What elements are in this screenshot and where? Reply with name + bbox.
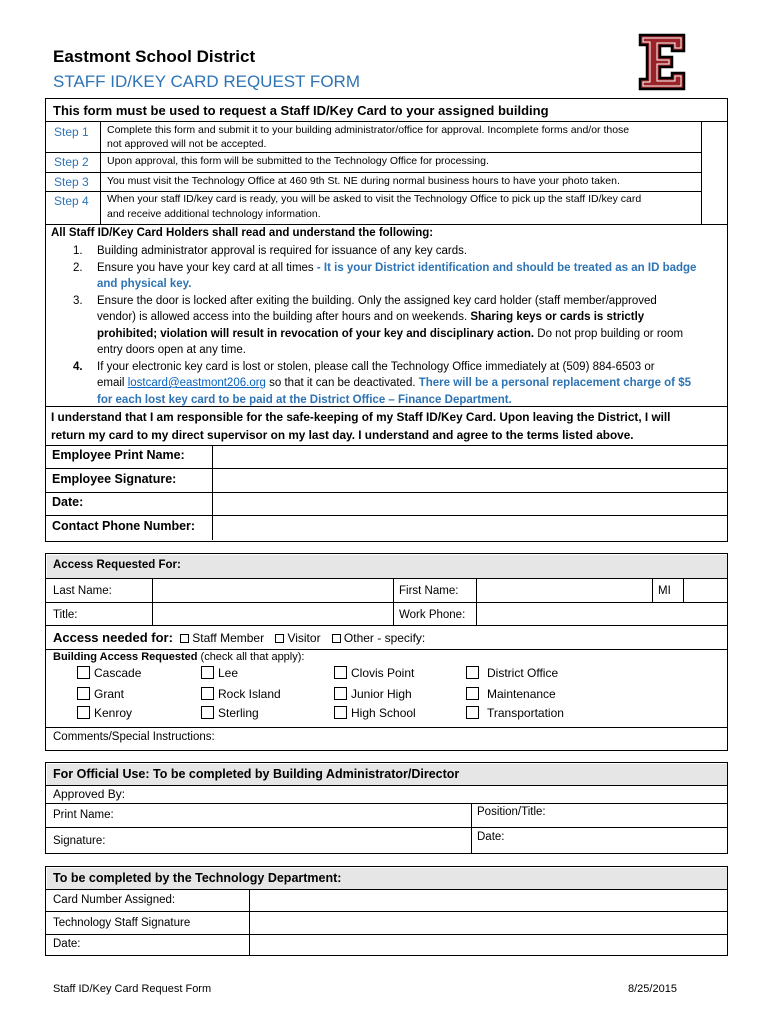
staff-member-checkbox[interactable] (180, 634, 189, 643)
intro-title: This form must be used to request a Staff ID/Key Card to your assigned building (53, 103, 549, 118)
form-title: STAFF ID/KEY CARD REQUEST FORM (53, 72, 360, 91)
tech-dept-header: To be completed by the Technology Department: (53, 871, 342, 885)
last-name-label: Last Name: (53, 585, 112, 597)
building-kenroy[interactable]: Kenroy (77, 706, 132, 720)
position-title-label: Position/Title: (477, 806, 546, 818)
district-office-checkbox[interactable] (466, 666, 479, 679)
building-rock-island[interactable]: Rock Island (201, 687, 281, 701)
sterling-checkbox[interactable] (201, 706, 214, 719)
step-3-text: You must visit the Technology Office at 460 9th St. NE during normal business hours to have your photo taken. (107, 175, 620, 187)
maintenance-checkbox[interactable] (466, 687, 479, 700)
first-name-field[interactable] (478, 580, 650, 601)
tech-date-label: Date: (53, 938, 81, 950)
building-district-office[interactable]: District Office (466, 666, 558, 680)
step-4-label: Step 4 (54, 194, 89, 208)
card-number-label: Card Number Assigned: (53, 894, 176, 906)
building-grant[interactable]: Grant (77, 687, 124, 701)
tech-signature-field[interactable] (252, 913, 725, 933)
step-4-text: When your staff ID/key card is ready, you will be asked to visit the Technology Office to pick up the staff ID/key card and receive additional technology information. (107, 193, 642, 220)
lostcard-email-link[interactable]: lostcard@eastmont206.org (127, 377, 266, 389)
access-needed-row (53, 630, 425, 645)
rules-heading: All Staff ID/Key Card Holders shall read and understand the following: (51, 227, 434, 239)
access-header: Access Requested For: (53, 559, 181, 571)
title-field[interactable] (154, 604, 392, 624)
contact-phone-field[interactable] (214, 517, 724, 538)
kenroy-checkbox[interactable] (77, 706, 90, 719)
mi-label: MI (658, 585, 671, 597)
district-name: Eastmont School District (53, 47, 256, 66)
access-needed-label: Access needed for: (53, 630, 173, 645)
step-3-label: Step 3 (54, 175, 89, 189)
official-date-field[interactable] (520, 829, 725, 851)
card-number-field[interactable] (252, 891, 725, 910)
approved-by-label: Approved By: (53, 787, 126, 801)
other-option[interactable]: Other - specify: (332, 631, 425, 645)
employee-signature-label: Employee Signature: (52, 472, 177, 486)
district-logo (638, 33, 686, 91)
position-title-field[interactable] (560, 805, 725, 825)
rock-island-checkbox[interactable] (201, 687, 214, 700)
building-access-label: Building Access Requested (check all that apply): (53, 651, 305, 663)
building-junior-high[interactable]: Junior High (334, 687, 412, 701)
footer-date: 8/25/2015 (628, 983, 677, 995)
comments-label: Comments/Special Instructions: (53, 731, 215, 743)
agreement-text: I understand that I am responsible for the safe-keeping of my Staff ID/Key Card. Upon leaving the District, I will return my card to my direct supervisor on my last day. I understand and agree to the terms listed above. (51, 410, 671, 442)
employee-fields (46, 445, 727, 541)
high-school-checkbox[interactable] (334, 706, 347, 719)
official-date-label: Date: (477, 831, 505, 843)
employee-signature-field[interactable] (214, 470, 724, 491)
official-signature-field[interactable] (130, 829, 468, 851)
building-cascade[interactable]: Cascade (77, 666, 141, 680)
steps-table (46, 121, 727, 224)
work-phone-label: Work Phone: (399, 609, 466, 621)
building-grid (77, 666, 717, 726)
rules-list: 1. Building administrator approval is required for issuance of any key cards. 2. Ensure you have your key card at all times - It is your District identification and should be treated as an ID badge and physical key. 3. Ensure the door is locked after exiting the building. Only the assigned key card holder (staff member/approved vendor) is allowed access into the building after hours and on weekends. Sharing keys or cards is strictly prohibited; violation will result in revocation of your key and disciplinary action. Do not prop building or room entry doors open at any time. 4. If your electronic key card is lost or stolen, please call the Technology Office immediately at (509) 884-6503 or email lostcard@eastmont206.org so that it can be deactivated. There will be a personal replacement charge of $5 for each lost key card to be paid at the District Office – Finance Department. (73, 245, 697, 406)
first-name-label: First Name: (399, 585, 459, 597)
tech-signature-label: Technology Staff Signature (53, 917, 191, 929)
mi-field[interactable] (685, 580, 725, 601)
last-name-field[interactable] (154, 580, 392, 601)
building-lee[interactable]: Lee (201, 666, 238, 680)
footer-form-name: Staff ID/Key Card Request Form (53, 983, 212, 995)
employee-print-name-label: Employee Print Name: (52, 448, 185, 462)
building-sterling[interactable]: Sterling (201, 706, 259, 720)
grant-checkbox[interactable] (77, 687, 90, 700)
comments-field[interactable] (240, 729, 725, 749)
employee-print-name-field[interactable] (214, 446, 724, 467)
employee-date-label: Date: (52, 495, 84, 509)
step-1-label: Step 1 (54, 125, 89, 139)
work-phone-field[interactable] (478, 604, 725, 624)
transportation-checkbox[interactable] (466, 706, 479, 719)
junior-high-checkbox[interactable] (334, 687, 347, 700)
visitor-checkbox[interactable] (275, 634, 284, 643)
official-print-name-label: Print Name: (53, 809, 114, 821)
visitor-option[interactable]: Visitor (275, 631, 320, 645)
cascade-checkbox[interactable] (77, 666, 90, 679)
step-2-text: Upon approval, this form will be submitted to the Technology Office for processing. (107, 155, 489, 167)
step-2-label: Step 2 (54, 155, 89, 169)
building-maintenance[interactable]: Maintenance (466, 687, 556, 701)
step-1-text: Complete this form and submit it to your building administrator/office for approval. Incomplete forms and/or those not approved will not be accepted. (107, 124, 630, 150)
lee-checkbox[interactable] (201, 666, 214, 679)
staff-member-option[interactable]: Staff Member (180, 631, 264, 645)
title-label: Title: (53, 609, 78, 621)
building-clovis-point[interactable]: Clovis Point (334, 666, 414, 680)
official-signature-label: Signature: (53, 835, 106, 847)
other-checkbox[interactable] (332, 634, 341, 643)
official-print-name-field[interactable] (130, 805, 468, 825)
official-use-header: For Official Use: To be completed by Building Administrator/Director (53, 767, 460, 781)
building-high-school[interactable]: High School (334, 706, 416, 720)
tech-date-field[interactable] (252, 936, 725, 954)
contact-phone-label: Contact Phone Number: (52, 519, 196, 533)
building-transportation[interactable]: Transportation (466, 706, 564, 720)
clovis-point-checkbox[interactable] (334, 666, 347, 679)
employee-date-field[interactable] (214, 494, 724, 514)
